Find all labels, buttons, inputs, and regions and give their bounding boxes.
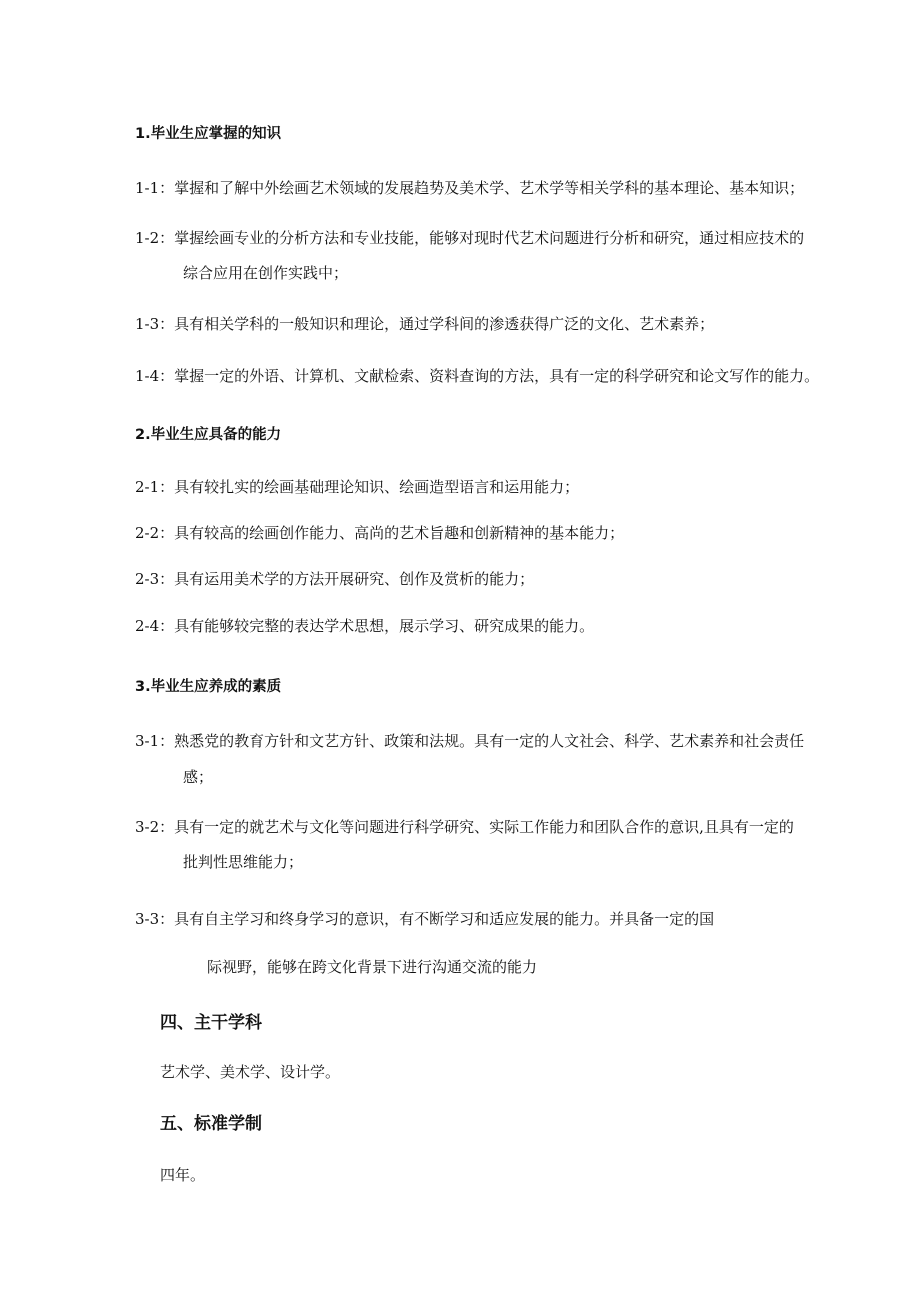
item-code: 2-4：	[135, 617, 175, 635]
list-item	[135, 817, 794, 837]
list-item-continuation: 批判性思维能力；	[183, 853, 304, 871]
item-text: 具有能够较完整的表达学术思想，展示学习、研究成果的能力。	[174, 617, 595, 635]
item-code: 3-2：	[135, 818, 175, 836]
item-text: 掌握绘画专业的分析方法和专业技能，能够对现时代艺术问题进行分析和研究，通过相应技术的	[174, 229, 805, 247]
item-code: 2-1：	[135, 478, 175, 496]
section3-heading: 3.毕业生应养成的素质	[135, 679, 282, 695]
list-item	[135, 523, 624, 543]
item-text: 掌握和了解中外绘画艺术领域的发展趋势及美术学、艺术学等相关学科的基本理论、基本知识；	[174, 179, 805, 197]
section4-heading: 四、主干学科	[160, 1013, 262, 1033]
item-code: 3-1：	[135, 732, 175, 750]
item-text: 具有一定的就艺术与文化等问题进行科学研究、实际工作能力和团队合作的意识,且具有一定的	[174, 818, 794, 836]
item-text: 具有自主学习和终身学习的意识，有不断学习和适应发展的能力。并具备一定的国	[174, 910, 715, 928]
item-code: 3-3：	[135, 910, 175, 928]
item-text: 具有运用美术学的方法开展研究、创作及赏析的能力；	[174, 570, 535, 588]
list-item	[135, 178, 804, 198]
list-item	[135, 366, 819, 386]
item-code: 1-3：	[135, 315, 175, 333]
list-item	[135, 228, 804, 248]
item-text: 具有相关学科的一般知识和理论，通过学科间的渗透获得广泛的文化、艺术素养；	[174, 315, 715, 333]
list-item-continuation: 际视野，能够在跨文化背景下进行沟通交流的能力	[207, 958, 538, 976]
item-text: 具有较扎实的绘画基础理论知识、绘画造型语言和运用能力；	[174, 478, 580, 496]
item-code: 1-4：	[135, 367, 175, 385]
item-text: 具有较高的绘画创作能力、高尚的艺术旨趣和创新精神的基本能力；	[174, 524, 625, 542]
list-item-continuation: 感；	[183, 768, 214, 786]
list-item	[135, 616, 594, 636]
list-item	[135, 569, 534, 589]
section1-heading: 1.毕业生应掌握的知识	[135, 126, 282, 142]
item-code: 1-2：	[135, 229, 175, 247]
item-text: 熟悉党的教育方针和文艺方针、政策和法规。具有一定的人文社会、科学、艺术素养和社会责任	[174, 732, 805, 750]
item-code: 2-2：	[135, 524, 175, 542]
section4-body: 艺术学、美术学、设计学。	[160, 1063, 341, 1081]
list-item-continuation: 综合应用在创作实践中；	[183, 264, 349, 282]
section2-heading: 2.毕业生应具备的能力	[135, 427, 282, 443]
item-code: 2-3：	[135, 570, 175, 588]
section5-heading: 五、标准学制	[160, 1114, 262, 1134]
list-item	[135, 731, 804, 751]
list-item	[135, 477, 579, 497]
item-text: 掌握一定的外语、计算机、文献检索、资料查询的方法，具有一定的科学研究和论文写作的能力。	[174, 367, 820, 385]
list-item	[135, 909, 714, 929]
item-code: 1-1：	[135, 179, 175, 197]
section5-body: 四年。	[160, 1166, 206, 1184]
list-item	[135, 314, 714, 334]
